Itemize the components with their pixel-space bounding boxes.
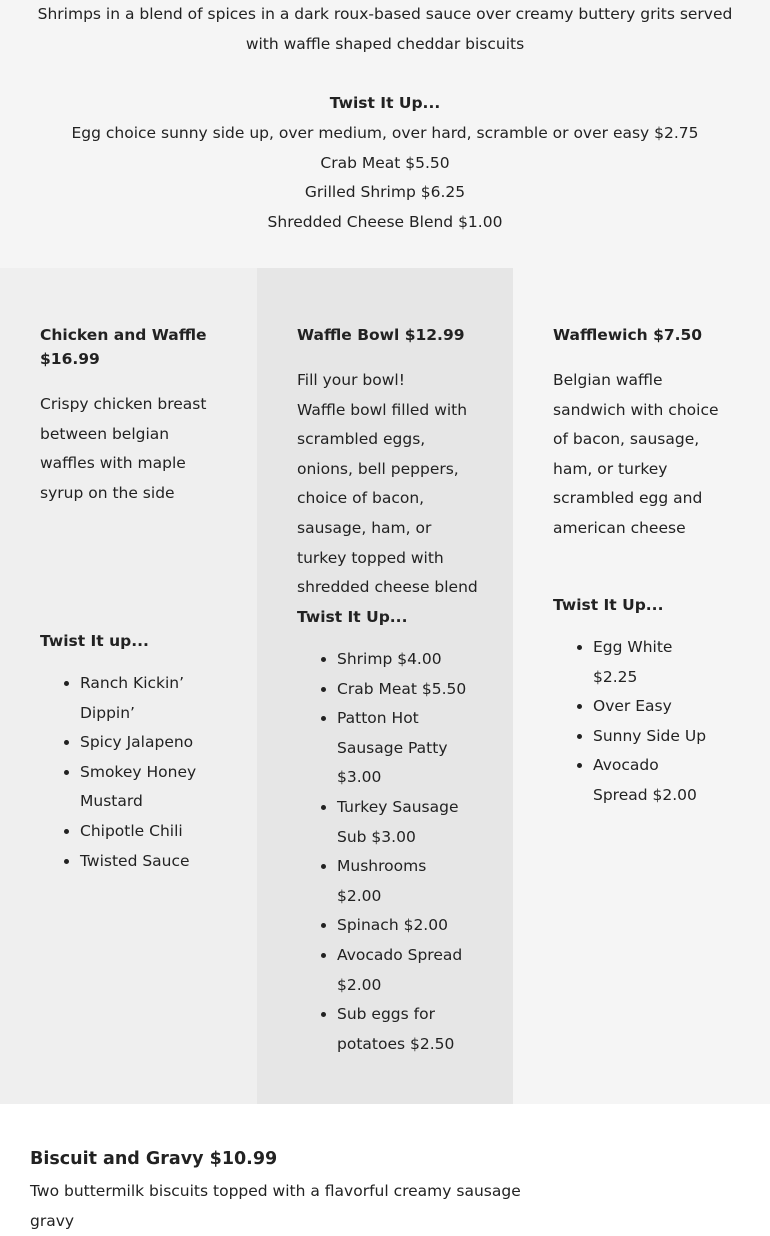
menu-item-title: Wafflewich $7.50 <box>553 326 703 344</box>
top-twist-list <box>0 119 770 237</box>
twist-option: • Crab Meat $5.50 <box>337 675 472 705</box>
twist-options-list <box>40 669 230 876</box>
menu-item-description: Belgian waffle sandwich with choice of bacon, sausage, ham, or turkey scrambled egg and american cheese <box>553 371 719 537</box>
twist-options-list <box>553 633 718 811</box>
menu-column-wafflewich <box>513 268 770 1104</box>
menu-item-description <box>297 366 479 603</box>
twist-heading: Twist It up... <box>40 632 149 650</box>
twist-option: • Avocado Spread $2.00 <box>593 751 718 810</box>
twist-option: • Mushrooms $2.00 <box>337 852 472 911</box>
twist-option: • Shrimp $4.00 <box>337 645 472 675</box>
menu-item-description-lead: Fill your bowl! <box>297 371 405 389</box>
menu-item-description: Crispy chicken breast between belgian waffles with maple syrup on the side <box>40 395 207 502</box>
twist-option: • Smokey Honey Mustard <box>80 758 230 817</box>
twist-option: • Turkey Sausage Sub $3.00 <box>337 793 472 852</box>
top-menu-item-section <box>0 0 770 268</box>
twist-option: • Sub eggs for potatoes $2.50 <box>337 1000 472 1059</box>
twist-options-list <box>297 645 472 1059</box>
twist-option: • Avocado Spread $2.00 <box>337 941 472 1000</box>
menu-item-description: Two buttermilk biscuits topped with a flavorful creamy sausage gravy <box>30 1182 521 1230</box>
twist-heading: Twist It Up... <box>553 596 664 614</box>
menu-column-chicken-and-waffle <box>0 268 257 1104</box>
menu-item-title: Chicken and Waffle $16.99 <box>40 326 207 368</box>
twist-option: • Twisted Sauce <box>80 847 230 877</box>
twist-option: • Egg White $2.25 <box>593 633 718 692</box>
menu-item-title: Biscuit and Gravy $10.99 <box>30 1149 278 1169</box>
menu-column-waffle-bowl <box>257 268 513 1104</box>
top-twist-item: Shredded Cheese Blend $1.00 <box>267 212 503 231</box>
top-twist-heading: Twist It Up... <box>329 94 441 112</box>
top-twist-item: Grilled Shrimp $6.25 <box>304 183 466 202</box>
twist-option: • Chipotle Chili <box>80 817 230 847</box>
twist-heading: Twist It Up... <box>297 608 408 626</box>
menu-item-title: Waffle Bowl $12.99 <box>297 326 465 344</box>
top-twist-item: Crab Meat $5.50 <box>320 153 450 172</box>
top-twist-item: Egg choice sunny side up, over medium, over hard, scramble or over easy $2.75 <box>71 124 699 142</box>
twist-option: • Spinach $2.00 <box>337 911 472 941</box>
twist-option: • Over Easy <box>593 692 718 722</box>
menu-item-description-body: Waffle bowl filled with scrambled eggs, onions, bell peppers, choice of bacon, sausage, ham, or turkey topped with shredded cheese blend <box>297 400 478 597</box>
twist-option: • Spicy Jalapeno <box>80 728 230 758</box>
twist-option: • Patton Hot Sausage Patty $3.00 <box>337 704 472 793</box>
twist-option: • Sunny Side Up <box>593 722 718 752</box>
top-item-description: Shrimps in a blend of spices in a dark roux-based sauce over creamy buttery grits served with waffle shaped cheddar biscuits <box>37 5 733 53</box>
twist-option: • Ranch Kickin’ Dippin’ <box>80 669 230 728</box>
